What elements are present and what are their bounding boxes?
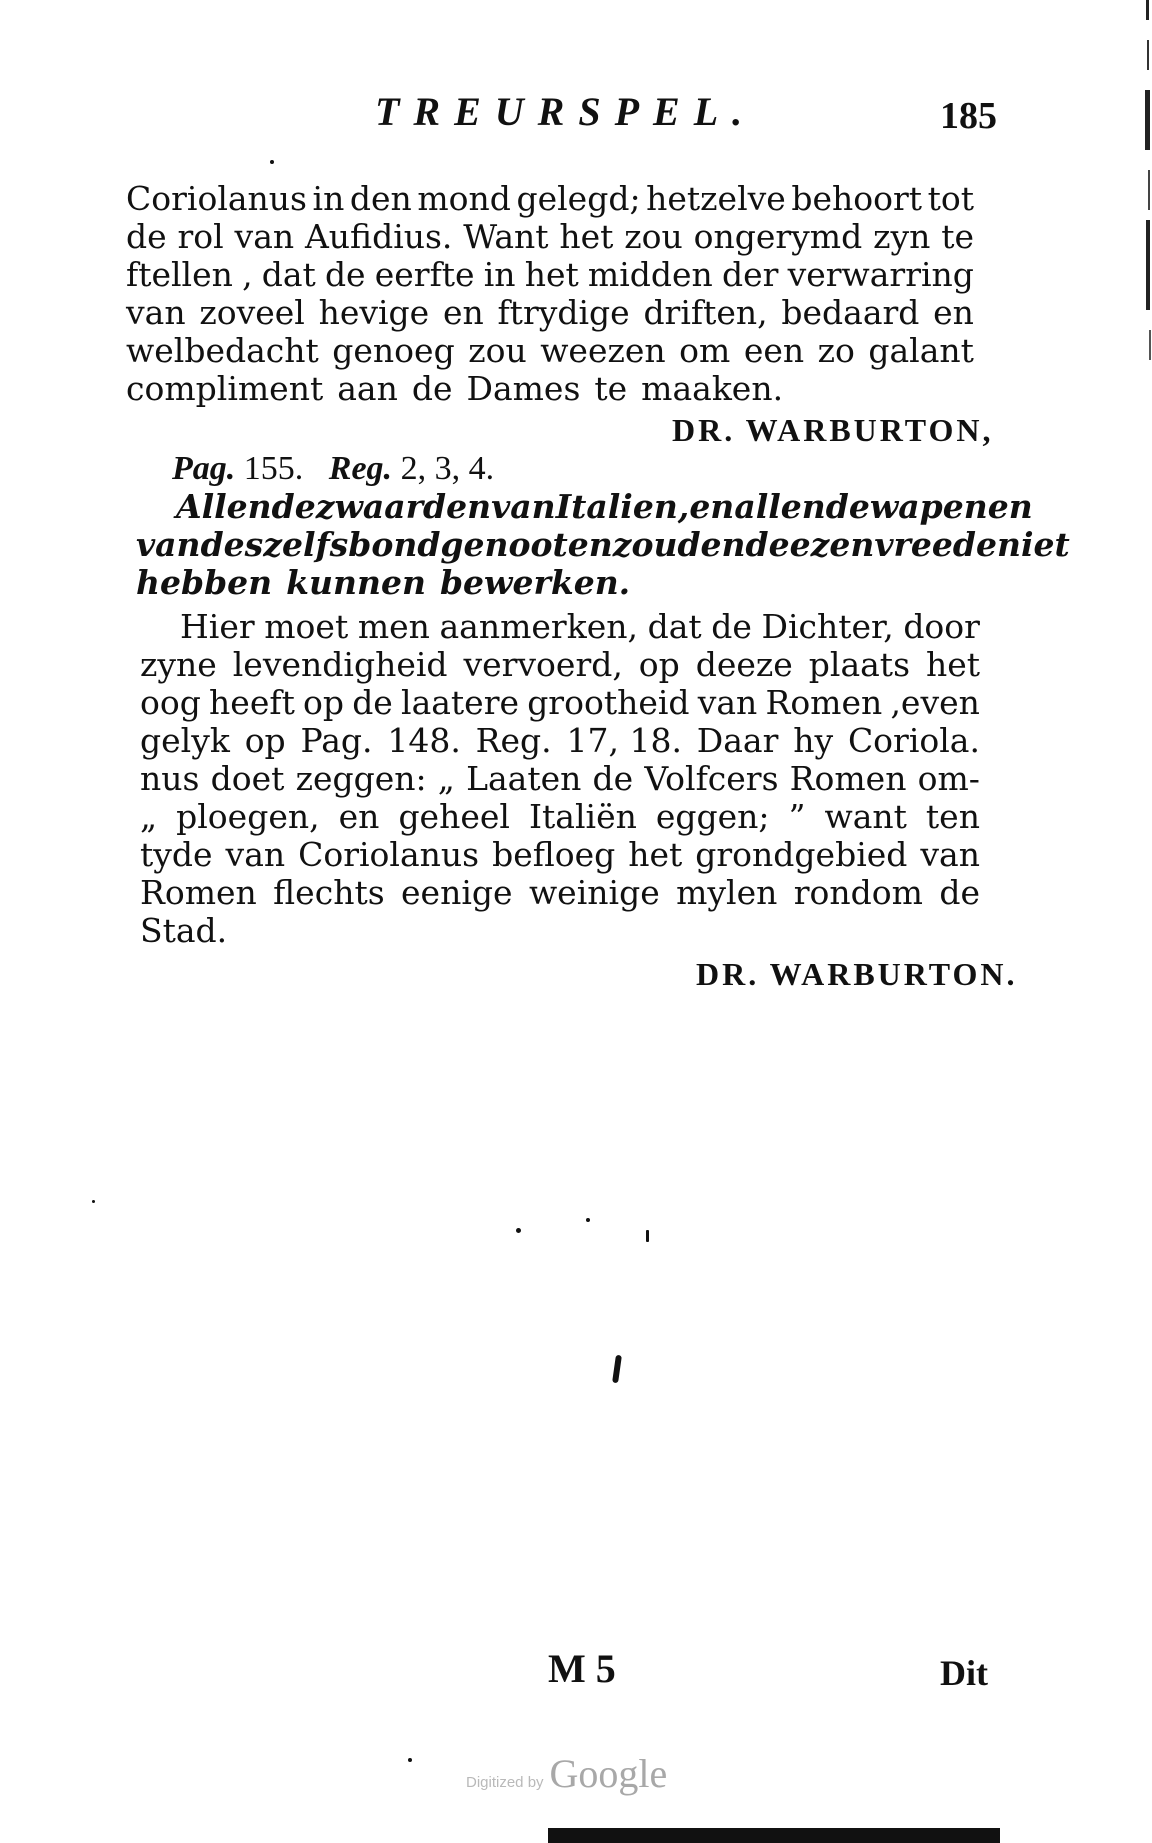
word: ten bbox=[925, 797, 980, 836]
page-number: 185 bbox=[940, 95, 997, 137]
word: driften, bbox=[643, 293, 768, 332]
word: Dichter, bbox=[761, 607, 894, 646]
ink-blot bbox=[612, 1355, 622, 1384]
word: en bbox=[338, 797, 380, 836]
word: Hier bbox=[180, 607, 255, 646]
word: verwarring bbox=[787, 255, 974, 294]
word: de bbox=[825, 487, 870, 526]
word: de bbox=[271, 487, 316, 526]
speck bbox=[646, 1230, 649, 1242]
word: de bbox=[411, 369, 453, 408]
catchword: Dit bbox=[940, 1653, 988, 1693]
word: de bbox=[352, 683, 393, 722]
word: kunnen bbox=[286, 563, 426, 602]
word: Reg. bbox=[475, 721, 552, 760]
word: en bbox=[689, 487, 735, 526]
word: niet bbox=[996, 525, 1070, 564]
word: om bbox=[679, 331, 731, 370]
running-head-title: TREURSPEL. bbox=[375, 89, 757, 134]
word: de bbox=[592, 759, 634, 798]
word: doet bbox=[210, 759, 285, 798]
word: deszelfs bbox=[200, 525, 349, 564]
word: der bbox=[721, 255, 779, 294]
word: ftellen bbox=[126, 255, 233, 294]
word: hevige bbox=[318, 293, 430, 332]
word: ,even bbox=[890, 683, 980, 722]
word: grondgebied bbox=[695, 835, 908, 874]
word: in bbox=[312, 179, 345, 218]
word: Laaten bbox=[466, 759, 582, 798]
word: zwaarden bbox=[315, 487, 492, 526]
word: dat bbox=[647, 607, 702, 646]
word: heeft bbox=[209, 683, 295, 722]
word: tot bbox=[927, 179, 974, 218]
word: eenige bbox=[401, 873, 513, 912]
word: een bbox=[743, 331, 805, 370]
quote-line bbox=[176, 487, 1033, 526]
word: mond bbox=[417, 179, 511, 218]
reg-value: 2, 3, 4. bbox=[400, 450, 495, 487]
word: Dames bbox=[466, 369, 581, 408]
digitized-watermark bbox=[466, 1750, 667, 1797]
word: van bbox=[136, 525, 201, 564]
word: het bbox=[628, 835, 683, 874]
word: weezen bbox=[540, 331, 666, 370]
word: Coriola. bbox=[847, 721, 980, 760]
quote-line bbox=[136, 564, 974, 602]
word: zoveel bbox=[199, 293, 305, 332]
word: vreede bbox=[874, 525, 997, 564]
para1-line bbox=[126, 332, 974, 370]
speck bbox=[92, 1200, 95, 1203]
word: Want bbox=[463, 217, 549, 256]
word: door bbox=[903, 607, 980, 646]
word: mylen bbox=[676, 873, 778, 912]
word: hy bbox=[793, 721, 834, 760]
word: te bbox=[941, 217, 974, 256]
word: op bbox=[638, 645, 680, 684]
word: zyne bbox=[140, 645, 217, 684]
word: zouden bbox=[612, 525, 746, 564]
signature-mark: M 5 bbox=[548, 1646, 616, 1691]
word: bedaard bbox=[781, 293, 920, 332]
word: flechts bbox=[273, 873, 385, 912]
para2-line bbox=[140, 874, 980, 912]
word: het bbox=[559, 217, 614, 256]
word: Allen bbox=[176, 487, 272, 526]
para2-line bbox=[140, 646, 980, 684]
word: genoeg bbox=[332, 331, 455, 370]
quote-line bbox=[136, 525, 1070, 564]
para2-line bbox=[180, 608, 980, 646]
word: gelyk bbox=[140, 721, 230, 760]
para2-line bbox=[140, 798, 980, 836]
word: van bbox=[126, 293, 186, 332]
word: 148. bbox=[387, 721, 461, 760]
page-edge-scan-artifact bbox=[1138, 0, 1152, 1843]
word: om- bbox=[917, 759, 980, 798]
word: ongerymd bbox=[693, 217, 863, 256]
word: en bbox=[933, 293, 974, 332]
word: wapenen bbox=[869, 487, 1033, 526]
para1-line bbox=[126, 294, 974, 332]
word: vervoerd, bbox=[463, 645, 623, 684]
word: bondgenooten bbox=[348, 525, 613, 564]
word: maaken. bbox=[641, 369, 784, 408]
word: Volfcers bbox=[644, 759, 779, 798]
word: hetzelve bbox=[646, 179, 786, 218]
word: den bbox=[349, 179, 412, 218]
speck bbox=[408, 1758, 412, 1762]
word: en bbox=[442, 293, 484, 332]
reg-label: Reg. bbox=[328, 450, 393, 487]
word: Italien, bbox=[555, 487, 690, 526]
pag-value: 155. bbox=[243, 450, 304, 487]
word: nus bbox=[140, 759, 200, 798]
word: zyn bbox=[873, 217, 931, 256]
word: zo bbox=[817, 331, 855, 370]
word: levendigheid bbox=[232, 645, 448, 684]
para1-line bbox=[126, 180, 974, 218]
word: laatere bbox=[401, 683, 520, 722]
signature-1: DR. WARBURTON, bbox=[672, 412, 994, 448]
word: welbedacht bbox=[126, 331, 319, 370]
para2-line bbox=[140, 722, 980, 760]
word: weinige bbox=[528, 873, 660, 912]
word: plaats bbox=[808, 645, 911, 684]
word: in bbox=[483, 255, 516, 294]
word: van bbox=[225, 835, 286, 874]
page-bottom-edge bbox=[548, 1828, 1000, 1843]
word: behoort bbox=[791, 179, 923, 218]
para2-line bbox=[140, 684, 980, 722]
word: „ bbox=[437, 759, 455, 798]
word: het bbox=[925, 645, 980, 684]
word: eggen; bbox=[655, 797, 770, 836]
word: de bbox=[324, 255, 366, 294]
word: van bbox=[491, 487, 556, 526]
para1-line bbox=[126, 256, 974, 294]
word: geheel bbox=[398, 797, 510, 836]
para2-line bbox=[140, 836, 980, 874]
watermark-prefix: Digitized by bbox=[466, 1774, 544, 1791]
word: compliment bbox=[126, 369, 324, 408]
para1-line bbox=[126, 218, 974, 256]
word: te bbox=[594, 369, 628, 408]
word: het bbox=[524, 255, 579, 294]
word: deezen bbox=[745, 525, 875, 564]
reference-line bbox=[172, 450, 494, 488]
speck bbox=[270, 160, 274, 164]
word: 17, 18. bbox=[566, 721, 682, 760]
word: aan bbox=[337, 369, 398, 408]
word: Romen bbox=[765, 683, 883, 722]
word: de bbox=[939, 873, 980, 912]
speck bbox=[516, 1228, 521, 1233]
word: zou bbox=[468, 331, 527, 370]
word: de bbox=[711, 607, 752, 646]
pag-label: Pag. bbox=[172, 450, 236, 487]
para2-line bbox=[140, 760, 980, 798]
word: Romen bbox=[140, 873, 257, 912]
word: Coriolanus bbox=[298, 835, 480, 874]
word: Stad. bbox=[140, 911, 228, 950]
word: ftrydige bbox=[497, 293, 630, 332]
word: , bbox=[242, 255, 253, 294]
word: hebben bbox=[136, 563, 273, 602]
word: bewerken. bbox=[439, 563, 631, 602]
para2-line bbox=[140, 912, 980, 950]
word: tyde bbox=[140, 835, 213, 874]
para1-line bbox=[126, 370, 974, 408]
word: gelegd; bbox=[516, 179, 641, 218]
word: de bbox=[126, 217, 167, 256]
word: grootheid bbox=[527, 683, 690, 722]
word: zou bbox=[624, 217, 683, 256]
google-logo: Google bbox=[549, 1751, 668, 1796]
word: moet bbox=[264, 607, 349, 646]
word: ” bbox=[788, 797, 806, 836]
word: Coriolanus bbox=[126, 179, 307, 218]
word: Romen bbox=[789, 759, 907, 798]
word: van bbox=[920, 835, 980, 874]
word: Italiën bbox=[528, 797, 637, 836]
word: galant bbox=[868, 331, 974, 370]
word: allen bbox=[734, 487, 826, 526]
word: dat bbox=[261, 255, 316, 294]
word: midden bbox=[587, 255, 713, 294]
word: van bbox=[234, 217, 295, 256]
word: rol bbox=[177, 217, 224, 256]
word: van bbox=[697, 683, 758, 722]
word: oog bbox=[140, 683, 201, 722]
word: befloeg bbox=[492, 835, 616, 874]
speck bbox=[586, 1218, 590, 1222]
word: „ bbox=[140, 797, 158, 836]
word: want bbox=[824, 797, 907, 836]
word: Daar bbox=[696, 721, 779, 760]
word: Aufidius. bbox=[304, 217, 453, 256]
signature-2: DR. WARBURTON. bbox=[696, 956, 1018, 992]
word: op bbox=[244, 721, 286, 760]
word: ploegen, bbox=[176, 797, 320, 836]
word: men bbox=[357, 607, 430, 646]
word: zeggen: bbox=[295, 759, 427, 798]
word: Pag. bbox=[300, 721, 373, 760]
word: rondom bbox=[793, 873, 923, 912]
word: eerfte bbox=[374, 255, 475, 294]
word: op bbox=[303, 683, 345, 722]
word: deeze bbox=[695, 645, 793, 684]
word: aanmerken, bbox=[439, 607, 638, 646]
